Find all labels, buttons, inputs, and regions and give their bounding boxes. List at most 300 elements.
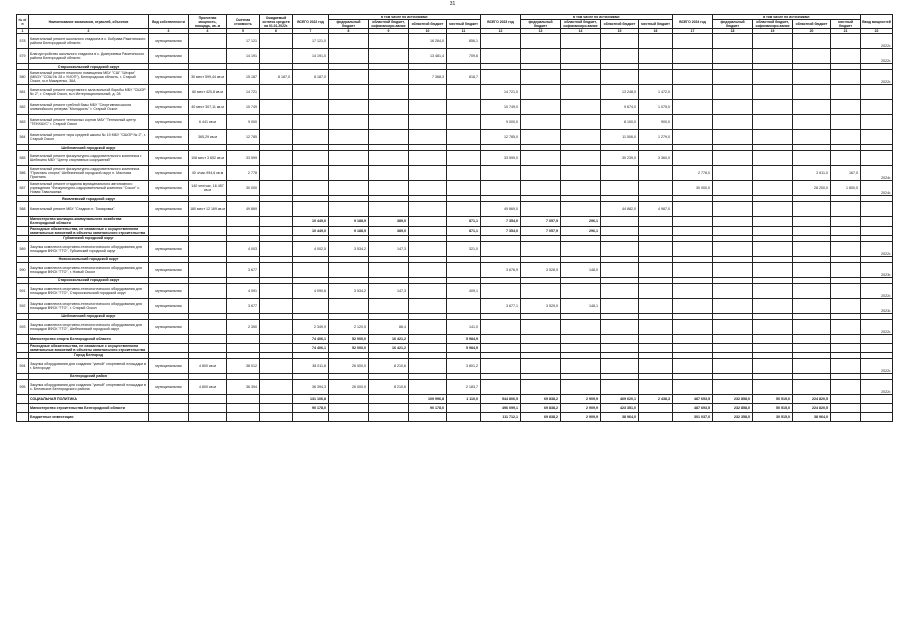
- amount-cell: [409, 283, 447, 298]
- object-name: Закупка комплекта спортивно-технологического оборудования для площадки ВФСК "ГТО", г. Новый Оскол: [29, 262, 149, 277]
- amount-cell: [831, 394, 861, 403]
- amount-cell: [409, 379, 447, 394]
- amount-cell: 38 011,8: [293, 358, 329, 373]
- amount-cell: [481, 241, 521, 256]
- amount-cell: 30 000,0: [673, 181, 713, 196]
- column-number: 7: [293, 29, 329, 34]
- amount-cell: 4 090,6: [293, 283, 329, 298]
- commission-year: 2022г.: [861, 379, 893, 394]
- table-row: [17, 34, 893, 49]
- amount-cell: [521, 34, 561, 49]
- amount-cell: 49 869,0: [481, 202, 521, 217]
- amount-cell: [481, 70, 521, 85]
- amount-cell: [831, 379, 861, 394]
- amount-cell: 232 858,0: [713, 394, 753, 403]
- row-number: 591: [17, 283, 29, 298]
- capacity: [189, 262, 227, 277]
- object-name: Закупка комплекта спортивно-технологического оборудования для площадки ВФСК "ГТО", Губкинский городской округ: [29, 241, 149, 256]
- amount-cell: 8 210,6: [369, 358, 409, 373]
- amount-cell: [521, 115, 561, 130]
- amount-cell: 1 800,0: [831, 181, 861, 196]
- amount-cell: [831, 334, 861, 343]
- column-number: 22: [861, 29, 893, 34]
- amount-cell: [753, 130, 793, 145]
- amount-cell: [409, 202, 447, 217]
- amount-cell: [369, 166, 409, 181]
- capacity: 40 ч/час 994,6 кв.м: [189, 166, 227, 181]
- amount-cell: 10 749: [227, 100, 260, 115]
- total-row: [17, 403, 893, 412]
- row-number: [17, 403, 29, 412]
- amount-cell: [713, 202, 753, 217]
- amount-cell: 4 987,0: [639, 202, 673, 217]
- row-number: 580: [17, 70, 29, 85]
- amount-cell: 3 801,2: [447, 358, 481, 373]
- amount-cell: 30 515,0: [753, 412, 793, 421]
- amount-cell: 3 528,9: [521, 262, 561, 277]
- amount-cell: 487 693,5: [673, 403, 713, 412]
- ownership: муниципальная: [149, 49, 189, 64]
- amount-cell: [831, 412, 861, 421]
- amount-cell: 11 506,0: [601, 130, 639, 145]
- amount-cell: [409, 241, 447, 256]
- capacity: [189, 403, 227, 412]
- amount-cell: 2 350: [227, 319, 260, 334]
- header-reg: областной бюджет: [601, 20, 639, 29]
- amount-cell: [601, 241, 639, 256]
- amount-cell: [409, 130, 447, 145]
- ownership: муниципальная: [149, 130, 189, 145]
- amount-cell: [260, 130, 293, 145]
- amount-cell: [329, 262, 369, 277]
- amount-cell: [329, 34, 369, 49]
- amount-cell: [793, 358, 831, 373]
- table-row: [17, 379, 893, 394]
- commission-year: 2022г.: [861, 283, 893, 298]
- row-number: [17, 412, 29, 421]
- amount-cell: [673, 34, 713, 49]
- amount-cell: [753, 70, 793, 85]
- amount-cell: [409, 319, 447, 334]
- amount-cell: 2 909,9: [561, 403, 601, 412]
- amount-cell: [673, 334, 713, 343]
- amount-cell: [831, 70, 861, 85]
- amount-cell: [793, 343, 831, 352]
- amount-cell: [260, 283, 293, 298]
- amount-cell: 2 438,3: [639, 394, 673, 403]
- commission-year: [861, 100, 893, 115]
- amount-cell: [260, 115, 293, 130]
- amount-cell: [831, 85, 861, 100]
- amount-cell: [753, 181, 793, 196]
- amount-cell: 111 712,1: [481, 412, 521, 421]
- amount-cell: [561, 343, 601, 352]
- commission-year: [861, 130, 893, 145]
- amount-cell: [793, 70, 831, 85]
- object-name: Капитальный ремонт МБУ "Стадион п. Томаровка": [29, 202, 149, 217]
- amount-cell: 2 778,0: [673, 166, 713, 181]
- budget-table: [16, 14, 893, 422]
- amount-cell: [753, 319, 793, 334]
- amount-cell: [447, 166, 481, 181]
- table-row: [17, 181, 893, 196]
- amount-cell: 36 394,3: [293, 379, 329, 394]
- amount-cell: [793, 100, 831, 115]
- object-name: Старооскольский городской округ: [29, 277, 149, 283]
- amount-cell: [831, 319, 861, 334]
- amount-cell: [561, 85, 601, 100]
- amount-cell: [447, 130, 481, 145]
- amount-cell: [409, 151, 447, 166]
- amount-cell: [639, 379, 673, 394]
- capacity: [189, 226, 227, 235]
- table-row: [17, 70, 893, 85]
- amount-cell: [260, 85, 293, 100]
- amount-cell: 50 515,0: [753, 403, 793, 412]
- ownership: муниципальная: [149, 166, 189, 181]
- ownership: муниципальная: [149, 151, 189, 166]
- amount-cell: [227, 226, 260, 235]
- amount-cell: [713, 49, 753, 64]
- amount-cell: [793, 34, 831, 49]
- amount-cell: [601, 166, 639, 181]
- amount-cell: [673, 241, 713, 256]
- amount-cell: [639, 358, 673, 373]
- amount-cell: 496 099,1: [481, 403, 521, 412]
- amount-cell: [673, 130, 713, 145]
- object-name: Капитальный ремонт теннисных кортов МАУ "Теннисный центр "ТЕНХАУС" г. Старый Оскол: [29, 115, 149, 130]
- amount-cell: [831, 241, 861, 256]
- amount-cell: [369, 115, 409, 130]
- amount-cell: [639, 298, 673, 313]
- amount-cell: [793, 49, 831, 64]
- amount-cell: [713, 166, 753, 181]
- row-number: 582: [17, 100, 29, 115]
- capacity: [189, 283, 227, 298]
- ownership: муниципальная: [149, 70, 189, 85]
- row-number: 583: [17, 115, 29, 130]
- column-number: 15: [601, 29, 639, 34]
- amount-cell: [369, 394, 409, 403]
- object-name: Капитальный ремонт физкультурно-оздоровительного комплекса г. Шебекино МБУ "Центр спортивных сооружений": [29, 151, 149, 166]
- header-reg-cofin: областной бюджет, софинансиро-вание: [753, 20, 793, 29]
- header-reg: областной бюджет: [793, 20, 831, 29]
- column-number: 14: [561, 29, 601, 34]
- amount-cell: [561, 358, 601, 373]
- amount-cell: 33 599,0: [481, 151, 521, 166]
- header-sources-2024: в том числе по источникам:: [713, 15, 861, 20]
- row-number: 581: [17, 85, 29, 100]
- object-name: Капитальный ремонт тира средней школы № 19 МБУ "СШОР № 2", г. Старый Оскол: [29, 130, 149, 145]
- amount-cell: 44 882,0: [601, 202, 639, 217]
- amount-cell: [293, 412, 329, 421]
- amount-cell: [561, 334, 601, 343]
- commission-year: 2022г.: [861, 70, 893, 85]
- amount-cell: [260, 394, 293, 403]
- amount-cell: [521, 100, 561, 115]
- amount-cell: 8 187,0: [293, 70, 329, 85]
- amount-cell: [561, 49, 601, 64]
- amount-cell: [447, 412, 481, 421]
- amount-cell: 9 188,9: [329, 217, 369, 226]
- amount-cell: [713, 262, 753, 277]
- amount-cell: [639, 412, 673, 421]
- page-number: 31: [449, 1, 456, 7]
- object-name: Шебекинский городской округ: [29, 313, 149, 319]
- capacity: 180 мест 12 169 кв.м: [189, 202, 227, 217]
- amount-cell: 7 368,3: [409, 70, 447, 85]
- capacity: [189, 298, 227, 313]
- amount-cell: [713, 358, 753, 373]
- amount-cell: [329, 70, 369, 85]
- amount-cell: [409, 358, 447, 373]
- amount-cell: [753, 217, 793, 226]
- total-row: [17, 343, 893, 352]
- amount-cell: [673, 226, 713, 235]
- object-name: Закупка комплекта спортивно-технологического оборудования для площадки ВФСК "ГТО", Старооскольский городской округ: [29, 283, 149, 298]
- amount-cell: [521, 343, 561, 352]
- amount-cell: [753, 115, 793, 130]
- ownership: муниципальная: [149, 262, 189, 277]
- amount-cell: 52 000,0: [329, 334, 369, 343]
- amount-cell: 49 869: [227, 202, 260, 217]
- capacity: [189, 319, 227, 334]
- amount-cell: 167,0: [831, 166, 861, 181]
- header-fed: федеральный бюджет: [329, 20, 369, 29]
- table-row: [17, 241, 893, 256]
- object-name: Шебекинский городской округ: [29, 145, 149, 151]
- capacity: 108 мест 3 652 кв.м: [189, 151, 227, 166]
- amount-cell: 10 449,0: [293, 226, 329, 235]
- ownership: [149, 343, 189, 352]
- row-number: [17, 394, 29, 403]
- amount-cell: [753, 343, 793, 352]
- amount-cell: [227, 217, 260, 226]
- commission-year: 2024г.: [861, 166, 893, 181]
- amount-cell: [409, 166, 447, 181]
- object-name: Капитальный ремонт стадиона муниципального автономного учреждения "Физкультурно-оздоровительный комплекс "Сокол" с. Новая Таволжанка: [29, 181, 149, 196]
- amount-cell: 232 358,0: [713, 412, 753, 421]
- amount-cell: [713, 70, 753, 85]
- capacity: [189, 217, 227, 226]
- amount-cell: [831, 283, 861, 298]
- amount-cell: [753, 226, 793, 235]
- amount-cell: [369, 151, 409, 166]
- ownership: муниципальная: [149, 34, 189, 49]
- amount-cell: [260, 151, 293, 166]
- amount-cell: [831, 151, 861, 166]
- amount-cell: 409,1: [447, 283, 481, 298]
- row-number: 578: [17, 34, 29, 49]
- row-number: 587: [17, 181, 29, 196]
- amount-cell: [293, 100, 329, 115]
- amount-cell: 2 183,7: [447, 379, 481, 394]
- amount-cell: 16 264,0: [409, 34, 447, 49]
- amount-cell: 3 534,2: [329, 241, 369, 256]
- amount-cell: [521, 49, 561, 64]
- column-number: 8: [329, 29, 369, 34]
- column-number: 20: [793, 29, 831, 34]
- amount-cell: [673, 151, 713, 166]
- amount-cell: [561, 70, 601, 85]
- amount-cell: [521, 334, 561, 343]
- amount-cell: 2 778: [227, 166, 260, 181]
- capacity: 140 чел/час, 16 457 кв.м: [189, 181, 227, 196]
- ownership: муниципальная: [149, 319, 189, 334]
- amount-cell: [409, 217, 447, 226]
- amount-cell: [753, 298, 793, 313]
- amount-cell: [673, 217, 713, 226]
- amount-cell: 7 057,9: [521, 226, 561, 235]
- amount-cell: [601, 34, 639, 49]
- amount-cell: [639, 262, 673, 277]
- object-name: Министерство строительства Белгородской области: [29, 403, 149, 412]
- object-name: Яковлевский городской округ: [29, 196, 149, 202]
- amount-cell: 38 012: [227, 358, 260, 373]
- commission-year: [861, 85, 893, 100]
- amount-cell: 487 693,5: [673, 394, 713, 403]
- amount-cell: [713, 343, 753, 352]
- amount-cell: [673, 202, 713, 217]
- amount-cell: [481, 379, 521, 394]
- amount-cell: [561, 283, 601, 298]
- total-row: [17, 217, 893, 226]
- amount-cell: [369, 298, 409, 313]
- amount-cell: 15 187: [227, 70, 260, 85]
- amount-cell: [793, 283, 831, 298]
- amount-cell: 871,1: [447, 217, 481, 226]
- amount-cell: [561, 379, 601, 394]
- amount-cell: [673, 85, 713, 100]
- amount-cell: [481, 283, 521, 298]
- amount-cell: [753, 334, 793, 343]
- amount-cell: [260, 181, 293, 196]
- amount-cell: 13 248,0: [601, 85, 639, 100]
- ownership: муниципальная: [149, 100, 189, 115]
- column-number: 3: [149, 29, 189, 34]
- ownership: муниципальная: [149, 379, 189, 394]
- amount-cell: [329, 85, 369, 100]
- amount-cell: 4 091: [227, 283, 260, 298]
- amount-cell: [831, 115, 861, 130]
- amount-cell: [673, 262, 713, 277]
- amount-cell: 50 515,0: [753, 394, 793, 403]
- amount-cell: [329, 130, 369, 145]
- object-name: Капитальный ремонт физкультурно-оздоровительного комплекса "Пристань спорта" Шебекинский городской округ п. Маслова Пристань: [29, 166, 149, 181]
- amount-cell: [793, 226, 831, 235]
- amount-cell: 141,0: [447, 319, 481, 334]
- ownership: муниципальная: [149, 241, 189, 256]
- amount-cell: [753, 151, 793, 166]
- amount-cell: [713, 241, 753, 256]
- column-number: 11: [447, 29, 481, 34]
- amount-cell: [521, 151, 561, 166]
- amount-cell: [369, 181, 409, 196]
- row-number: 589: [17, 241, 29, 256]
- amount-cell: [329, 115, 369, 130]
- row-number: 586: [17, 166, 29, 181]
- object-name: Губкинский городской округ: [29, 235, 149, 241]
- amount-cell: [521, 379, 561, 394]
- amount-cell: 14 721: [227, 85, 260, 100]
- header-remainder: Ожидаемый остаток средств на 01.01.2022г.: [260, 15, 293, 29]
- object-name: Город Белгород: [29, 352, 149, 358]
- amount-cell: 88,4: [369, 319, 409, 334]
- row-number: 595: [17, 379, 29, 394]
- column-number: 4: [189, 29, 227, 34]
- amount-cell: 301 037,0: [673, 412, 713, 421]
- amount-cell: [329, 202, 369, 217]
- amount-cell: 14 721,0: [481, 85, 521, 100]
- amount-cell: [481, 319, 521, 334]
- object-name: Капитальный ремонт нежилого помещения МБУ "СШ" "Шторм" (МБОУ "СОШ № 28 с УИОП"), Белгородская область, г. Старый Оскол, м-н Макаренко, 36А: [29, 70, 149, 85]
- table-row: [17, 166, 893, 181]
- column-number: 5: [227, 29, 260, 34]
- amount-cell: 321,0: [447, 241, 481, 256]
- amount-cell: [447, 262, 481, 277]
- row-number: 590: [17, 262, 29, 277]
- amount-cell: [753, 34, 793, 49]
- header-ownership: Вид собственности: [149, 15, 189, 29]
- ownership: [149, 226, 189, 235]
- amount-cell: [601, 49, 639, 64]
- header-fed: федеральный бюджет: [521, 20, 561, 29]
- ownership: [149, 403, 189, 412]
- amount-cell: [369, 100, 409, 115]
- amount-cell: 296,1: [561, 217, 601, 226]
- capacity: [189, 343, 227, 352]
- header-total-2022: ВСЕГО 2022 год: [293, 15, 329, 29]
- row-number: 579: [17, 49, 29, 64]
- amount-cell: [409, 334, 447, 343]
- table-row: [17, 202, 893, 217]
- amount-cell: [369, 130, 409, 145]
- object-name: Благоустройство школьного стадиона в с. Дмитриевка Ракитянского района Белгородской области: [29, 49, 149, 64]
- amount-cell: [447, 181, 481, 196]
- amount-cell: [409, 115, 447, 130]
- amount-cell: [481, 334, 521, 343]
- amount-cell: [639, 166, 673, 181]
- row-number: 593: [17, 319, 29, 334]
- amount-cell: [409, 181, 447, 196]
- amount-cell: [369, 70, 409, 85]
- amount-cell: 16 421,2: [369, 334, 409, 343]
- amount-cell: [481, 358, 521, 373]
- amount-cell: [601, 70, 639, 85]
- amount-cell: 232 858,0: [713, 403, 753, 412]
- amount-cell: [601, 319, 639, 334]
- object-name: Закупка оборудования для создания "умной" спортивной площадки в с. Беловское Белгородского района: [29, 379, 149, 394]
- amount-cell: [601, 343, 639, 352]
- amount-cell: [753, 241, 793, 256]
- amount-cell: [753, 166, 793, 181]
- amount-cell: [713, 298, 753, 313]
- ownership: муниципальная: [149, 85, 189, 100]
- amount-cell: [260, 358, 293, 373]
- header-number: № п/п: [17, 15, 29, 29]
- column-number: 16: [639, 29, 673, 34]
- amount-cell: [753, 379, 793, 394]
- header-total-2024: ВСЕГО 2024 год: [673, 15, 713, 29]
- amount-cell: 147,3: [369, 283, 409, 298]
- total-row: [17, 412, 893, 421]
- amount-cell: [260, 100, 293, 115]
- amount-cell: [521, 181, 561, 196]
- ownership: [149, 334, 189, 343]
- amount-cell: 9 000,0: [481, 115, 521, 130]
- commission-year: 2022г.: [861, 319, 893, 334]
- amount-cell: 28 200,0: [793, 181, 831, 196]
